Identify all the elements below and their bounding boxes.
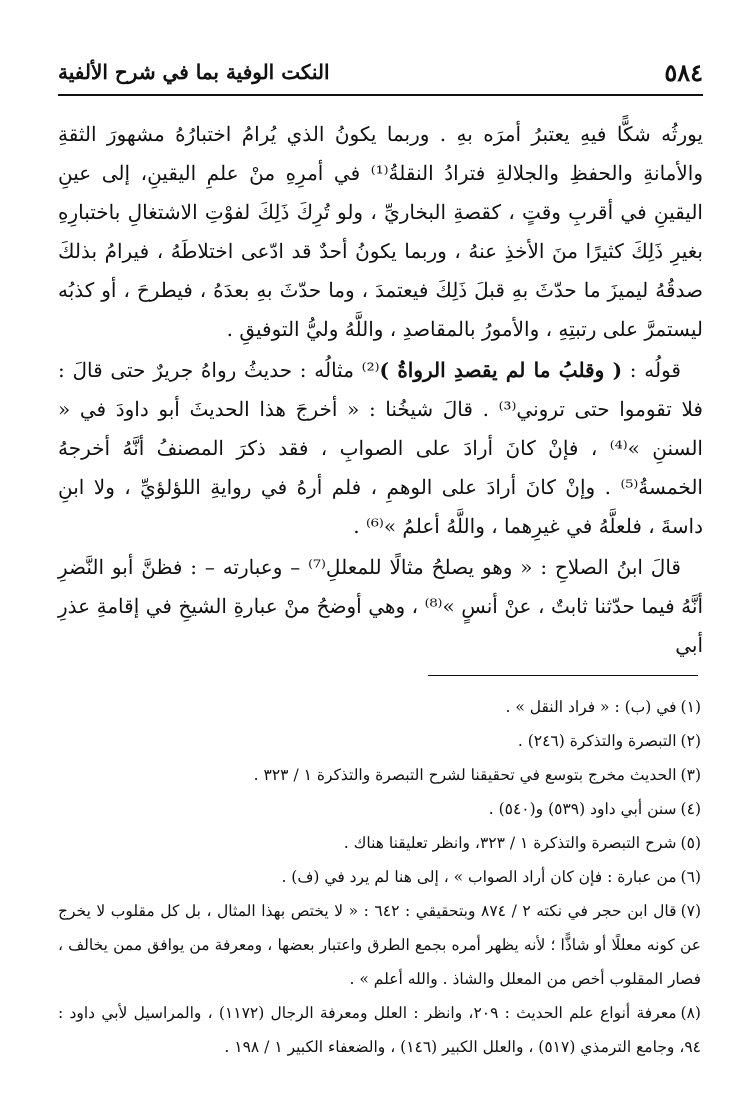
footnotes [58, 690, 703, 1064]
page-header [58, 58, 703, 94]
running-title: النكت الوفية بما في شرح الألفية [58, 60, 330, 84]
footnote [58, 826, 703, 860]
footnote-text: شرح التبصرة والتذكرة ١ / ٣٢٣، وانظر تعليقنا هناك . [343, 834, 677, 852]
footnote [58, 758, 703, 792]
footnote [58, 724, 703, 758]
footnote-number: (١) [680, 698, 701, 716]
header-rule [58, 94, 703, 96]
paragraph-2-lead: قولُه : [622, 358, 681, 382]
footnote-text: التبصرة والتذكرة (٢٤٦) . [517, 732, 677, 750]
footnote-number: (٧) [680, 902, 702, 920]
footnote [58, 792, 703, 826]
main-text [58, 115, 703, 665]
footnote-text: من عبارة : فإن كان أراد الصواب » ، إلى هنا لم يرد في (ف) . [281, 868, 677, 886]
footnote-number: (٥) [680, 834, 701, 852]
footnote-text: الحديث مخرج بتوسع في تحقيقنا لشرح التبصرة والتذكرة ١ / ٣٢٣ . [253, 766, 677, 784]
paragraph-2-text: ⁽²⁾ مثالُه : حديثُ رواهُ جريرٌ حتى قالَ : فلا تقوموا حتى تروني⁽³⁾ . قالَ شيخُنا : « أخرجَ هذا الحديثَ أبو داودَ في « السننِ »⁽⁴⁾ ، فإنْ كانَ أرادَ على الصوابِ ، فقد ذكرَ المصنفُ أنَّهُ أخرجهُ الخمسةُ⁽⁵⁾ . وإنْ كانَ أرادَ على الوهمِ ، فلم أرهُ في روايةِ اللؤلؤيِّ ، ولا ابنِ داسةَ ، فلعلَّهُ في غيرِهما ، واللَّهُ أعلمُ »⁽⁶⁾ . [58, 358, 703, 538]
footnote [58, 996, 703, 1064]
footnote-number: (٨) [680, 1004, 701, 1022]
footnote-text: سنن أبي داود (٥٣٩) و(٥٤٠) . [488, 800, 677, 818]
footnote-separator [428, 675, 698, 676]
paragraph-3: قالَ ابنُ الصلاحِ : « وهو يصلحُ مثالًا للمعللِ⁽⁷⁾ – وعبارته – : فظنَّ أبو النَّضرِ أنَّهُ فيما حدّثنا ثابتٌ ، عنْ أنسٍ »⁽⁸⁾ ، وهي أوضحُ منْ عبارةِ الشيخِ في إقامةِ عذرِ أبي [58, 555, 704, 657]
footnote [58, 860, 703, 894]
footnote-number: (٤) [680, 800, 701, 818]
footnote-text: معرفة أنواع علم الحديث : ٢٠٩، وانظر : العلل ومعرفة الرجال (١١٧٢) ، والمراسيل لأبي داود : ٩٤، وجامع الترمذي (٥١٧) ، والعلل الكبير (١٤٦) ، والضعفاء الكبير ١ / ١٩٨ . [58, 1004, 701, 1056]
footnote-number: (٣) [680, 766, 701, 784]
footnote-number: (٦) [680, 868, 701, 886]
footnote-text: في (ب) : « فراد النقل » . [505, 698, 677, 716]
paragraph-1: يورثُه شكًّا فيهِ يعتبرُ أمرَه بهِ . وربما يكونُ الذي يُرامُ اختبارُهُ مشهورَ الثقةِ والأمانةِ والحفظِ والجلالةِ فترادُ النقلةُ⁽¹⁾ في أمرِهِ منْ علمِ اليقينِ، إلى عينِ اليقينِ في أقربِ وقتٍ ، كقصةِ البخاريِّ ، ولو تُرِكَ ذَلِكَ لفوْتِ الاشتغالِ باختبارِهِ بغيرِ ذَلِكَ كثيرًا منَ الأخذِ عنهُ ، وربما يكونُ أحدٌ قد ادّعى اختلاطَهُ ، فيرامُ بذلكَ صدقُهُ ليميزَ ما حدّثَ بهِ قبلَ ذَلِكَ فيعتمدَ ، وما حدّثَ بهِ بعدَهُ ، فيطرحَ ، أو كذبُه ليستمرَّ على رتبتِهِ ، والأمورُ بالمقاصدِ ، واللَّهُ وليُّ التوفيقِ . [58, 122, 703, 341]
page-number: ٥٨٤ [664, 58, 703, 87]
paragraph-2-quote: ( وقلبُ ما لم يقصدِ الرواةُ ) [379, 358, 623, 382]
footnote-number: (٢) [680, 732, 701, 750]
footnote-text: قال ابن حجر في نكته ٢ / ٨٧٤ وبتحقيقي : ٦٤٢ : « لا يختص بهذا المثال ، بل كل مقلوب لا يخرج عن كونه معللًا أو شاذًّا ؛ لأنه يظهر أمره بجمع الطرق واعتبار بعضها ، ومعرفة من يوافق ممن يخالف ، فصار المقلوب أخص من المعلل والشاذ . والله أعلم » . [58, 902, 701, 988]
footnote [58, 690, 703, 724]
paragraph-2 [58, 351, 703, 546]
footnote [58, 894, 703, 996]
